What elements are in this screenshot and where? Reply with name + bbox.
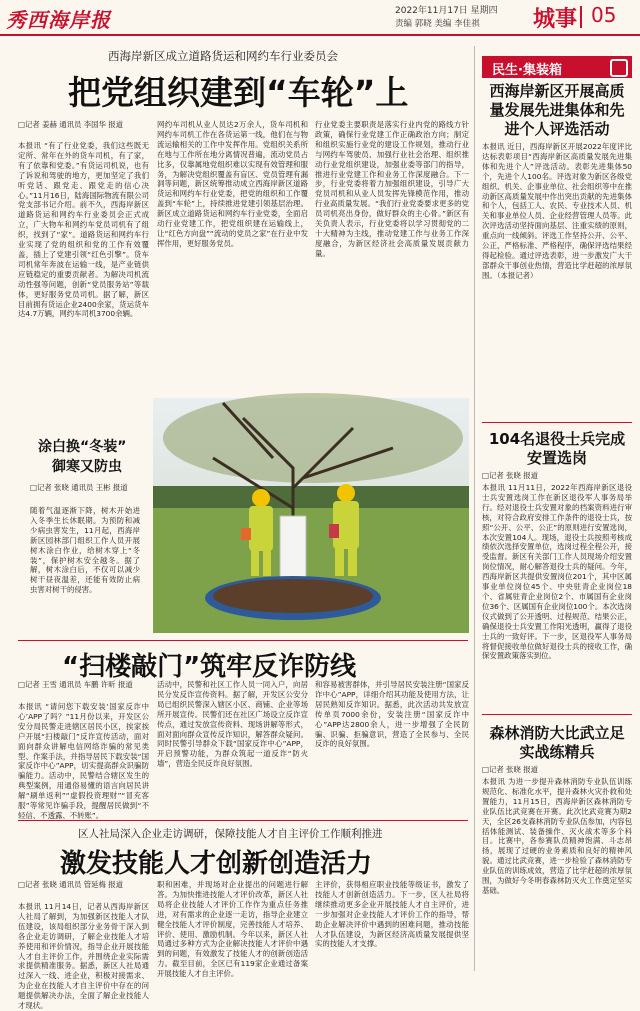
newspaper-logo: 秀西海岸报 <box>6 8 111 32</box>
editors-line: 责编 郭晓 美编 李佳祺 <box>395 19 480 29</box>
story2-column-2: 活动中，民警和社区工作人员一同入户，向居民分发反诈宣传资料。据了解，开发区公安分局已组织民警深入辖区小区、商铺、企业等场所开展宣传。民警们还在社区广场设立反诈宣传点，通过发放宣传资料、现场讲解等形式，面对面向群众宣传反诈知识，解答群众疑问。同时民警引导群众下载“国家反诈中心”APP，开启预警功能，为群众筑起一道反诈“防火墙”，营造全民反诈良好氛围。 <box>157 680 308 769</box>
sidebar-rule <box>482 422 632 423</box>
photo-byline: □记者 张晓 通讯员 王彬 报道 <box>30 483 128 492</box>
story1-headline: 把党组织建到“车轮”上 <box>68 73 409 112</box>
story1-byline: □记者 姜赫 通讯员 李国华 报道 <box>18 120 124 129</box>
story1-column-1: 本报讯 “有了行业党委，我们这些既无定所、常年在外的货车司机，有了家，有了依靠和党委。”有货运司机说，也有了诉说和驾驶的地方，更加坚定了我们听党话、跟党走、跟党走的信心决心。”11月16日，陆海国际物流有限公司党支部书记介绍。前不久，西海岸新区道路货运和网约车行业委员会正式成立，广大物车和网约车党员司机有了组织，找到了“家”。道路货运和网约车行业实现了党的组织和党的工作有效覆盖，插上了党建引领“红色引擎”。货车司机常年奔波在运输一线，是产业链供应链稳定的重要贡献者。为解决司机流动性强等问题，创新“党员服务站”等载体，更好服务党员司机。据了解，新区目前拥有货运企业2400余家，货运货车达4.7万辆，网约车司机3700余辆。 <box>18 141 149 319</box>
sidebar2-title: 104名退役士兵完成安置选岗 <box>488 430 626 467</box>
story3-kicker: 区人社局深入企业走访调研，保障技能人才自主评价工作顺利推进 <box>78 828 383 840</box>
story3-byline: □记者 张晓 通讯员 管延梅 报道 <box>18 880 124 889</box>
story2-headline: “扫楼敲门”筑牢反诈防线 <box>62 652 357 682</box>
story2-rule <box>18 640 468 641</box>
photo-caption: 随着气温逐渐下降，树木开始进入冬季生长休眠期。为预防和减少病虫害发生，11月起，西海岸新区园林部门组织工作人员开展树木涂白作业，给树木穿上“冬装”，保护树木安全越冬。据了解，树木涂白后，不仅可以减少树干昼夜温差，还能有效防止病虫害对树干的侵害。 <box>30 506 140 595</box>
story3-column-2: 职和困难，并现场对企业提出的问题进行解答。为加快推进技能人才评价改革，新区人社局将企业技能人才评价工作作为重点任务推进，对有需求的企业逐一走访，指导企业建立健全技能人才评价制度，完善技能人才培养、评价、使用、激励机制。今年以来，新区人社局通过多种方式为企业解决技能人才评价中遇到的问题，有效激发了技能人才的创新创造活力。截至目前，全区已有119家企业通过备案开展技能人才自主评价。 <box>157 880 308 979</box>
story1-column-2: 网约车司机从业人员达2万余人，货车司机和网约车司机工作在各货运第一线，他们在与物流运输相关的工作中发挥作用。党组织关系所在地与工作所在地分离情况普遍，流动党员占比多，仅靠属地党组织难以实现有效管理和服务，为解决党组织覆盖有盲区、党员管理有漏洞等问题，新区统筹推动成立西海岸新区道路货运和网约车行业党委，把党的组织和工作覆盖到“车轮”上，持续推进党建引领基层治理。新区成立道路货运和网约车行业党委，全面启动行业党建工作，把党组织建在运输线上，让“红色方向盘”“流动的党员之家”在行业中发挥作用，更好服务党员。 <box>157 120 308 248</box>
story2-byline: □记者 王雪 通讯员 车鹏 许昕 报道 <box>18 680 133 689</box>
sidebar-divider <box>474 46 475 971</box>
story3-column-3: 主评价，获得相应职业技能等级证书，激发了技能人才创新创造活力。下一步，区人社局将继续推动更多企业开展技能人才自主评价，进一步加强对企业技能人才评价工作的指导，帮助企业解决评价中遇到的困难问题，推动技能人才队伍建设，为新区经济高质量发展提供坚实的技能人才支撑。 <box>315 880 469 949</box>
story2-column-1: 本报讯 “请问您下载安装‘国家反诈中心’APP了吗？”11月份以来，开发区公安分局民警走进辖区居民小区，挨家挨户开展“扫楼敲门”反诈宣传活动，面对面向群众讲解电信网络诈骗的常见类型、作案手法，并指导居民下载安装“国家反诈中心”APP，切实提高群众识骗防骗能力。活动中，民警结合辖区发生的典型案例，用通俗易懂的语言向居民讲解“刷单返利”“虚假投资理财”“冒充客服”等常见诈骗手段，提醒居民做到“不轻信、不透露、不转账”。 <box>18 702 149 820</box>
sidebar-banner-label: 民生·集装箱 <box>492 63 562 78</box>
sidebar2-body: 本报讯 11月11日，2022年西海岸新区退役士兵安置选岗工作在新区退役军人事务局举行。经对退役士兵安置对象的档案资料进行审核，对符合政府安排工作条件的退役士兵，按照“公开、公平、公正”的原则进行安置选岗，本次安置104人。现场，退役士兵按照考核成绩依次选择安置单位，选岗过程全程公开，接受监督。新区有关部门工作人员现场介绍安置岗位情况，耐心解答退役士兵的疑问。今年，西海岸新区共提供安置岗位201个，其中区属事业单位岗位45个、中央驻青企业岗位18个、省属驻青企业岗位2个、市属国有企业岗位36个、区属国有企业岗位100个。本次选岗仪式做到了公开透明、过程规范、结果公正，确保退役士兵安置工作阳光透明，赢得了退役士兵的一致好评。下一步，区退役军人事务局将督促接收单位做好退役士兵的接收工作，确保安置政策落实到位。 <box>482 483 632 661</box>
box-icon <box>610 59 628 77</box>
story3-rule <box>18 820 468 821</box>
story1-kicker: 西海岸新区成立道路货运和网约车行业委员会 <box>108 49 338 63</box>
masthead <box>0 0 640 36</box>
sidebar2-byline: □记者 张晓 报道 <box>482 471 539 480</box>
tree-whitewashing-photo <box>153 398 469 633</box>
photo-title-line1: 涂白换“冬装” <box>38 439 127 455</box>
sidebar1-body: 本报讯 近日，西海岸新区开展2022年度评比达标表彰项目“西海岸新区高质量发展先进集体和先进个人”评选活动。表彰先进集体50个，先进个人100名。评选对象为新区各级党组织、机关、企事业单位、社会组织等中在推动新区高质量发展中作出突出贡献的先进集体和个人，包括工人、农民、专业技术人员、机关和事业单位人员、企业经营管理人员等。此次评选活动坚持面向基层、注重实绩的原则，重点向一线倾斜。评选工作坚持公开、公平、公正，严格标准、严格程序，确保评选结果经得起检验。通过评选表彰，进一步激发广大干部群众干事创业热情，营造比学赶超的浓厚氛围。（本报记者） <box>482 142 632 280</box>
sidebar3-byline: □记者 张晓 报道 <box>482 765 539 774</box>
story3-column-1: 本报讯 11月14日，记者从西海岸新区人社局了解到，为加强新区技能人才队伍建设，该局组织部分业务骨干深入到各企业走访调研，了解企业技能人才培养使用和评价情况，指导企业开展技能人才自主评价工作，并围绕企业实际需求提供精准服务。据悉，新区人社局通过深入一线、进企业，积极对接需求、为企业在技能人才自主评价中存在的问题提供解决办法，全面了解企业技能人才现状。 <box>18 902 149 1011</box>
photo-title-line2: 御寒又防虫 <box>52 459 122 475</box>
story2-column-3: 和容易被害群体，并引导居民安装注册“国家反诈中心”APP，详细介绍其功能及使用方法，让居民熟知反诈知识。据悉，此次活动共发放宣传单页7000余份，安装注册“国家反诈中心”APP达2800余人，进一步增强了全民防骗、识骗、拒骗意识，营造了全民参与、全民反诈的良好氛围。 <box>315 680 469 749</box>
sidebar-rule <box>482 714 632 715</box>
sidebar1-title: 西海岸新区开展高质量发展先进集体和先进个人评选活动 <box>489 82 625 138</box>
issue-date: 2022年11月17日 星期四 <box>395 6 498 16</box>
story3-headline: 激发技能人才创新创造活力 <box>60 849 373 879</box>
page-number: 05 <box>591 3 617 27</box>
sidebar3-body: 本报讯 为进一步提升森林消防专业队伍训练规范化、标准化水平，提升森林火灾扑救和处置能力，11月15日，西海岸新区森林消防专业队伍比武竞赛在开赛。此次比武竞赛为期2天，全区26支森林消防专业队伍参加，内容包括体能测试、装备操作、灭火战术等多个科目。比赛中，各参赛队员精神饱满、斗志昂扬，展现了过硬的业务素质和良好的精神风貌。通过比武竞赛，进一步检验了森林消防专业队伍的训练成效，营造了比学赶超的浓厚氛围，为做好今冬明春森林防灭火工作奠定坚实基础。 <box>482 777 632 895</box>
photo-title-box <box>18 396 148 414</box>
story1-column-3: 行业党委主要职责是落实行业内党的路线方针政策，确保行业党建工作正确政治方向；制定和组织实施行业党的建设工作规划，推动行业与网约车驾驶员、加强行业社会治理、组织推动行业党组织建设，加强业委等部门的指导，推进行业党建工作和业务工作深度融合。下一步，行业党委将着力加强组织建设，引导广大党员司机和从业人员发挥先锋模范作用，推动行业高质量发展。“我们行业党委要求更多的党员司机亮出身份，做好群众的主心骨。”新区有关负责人表示，行业党委将以学习贯彻党的二十大精神为主线，推动党建工作与业务工作深度融合，为新区经济社会高质量发展贡献力量。 <box>315 120 469 258</box>
masthead-divider <box>580 6 582 28</box>
sidebar3-title: 森林消防大比武立足实战练精兵 <box>489 724 625 761</box>
section-name: 城事 <box>533 7 578 32</box>
sidebar-banner <box>482 56 632 78</box>
